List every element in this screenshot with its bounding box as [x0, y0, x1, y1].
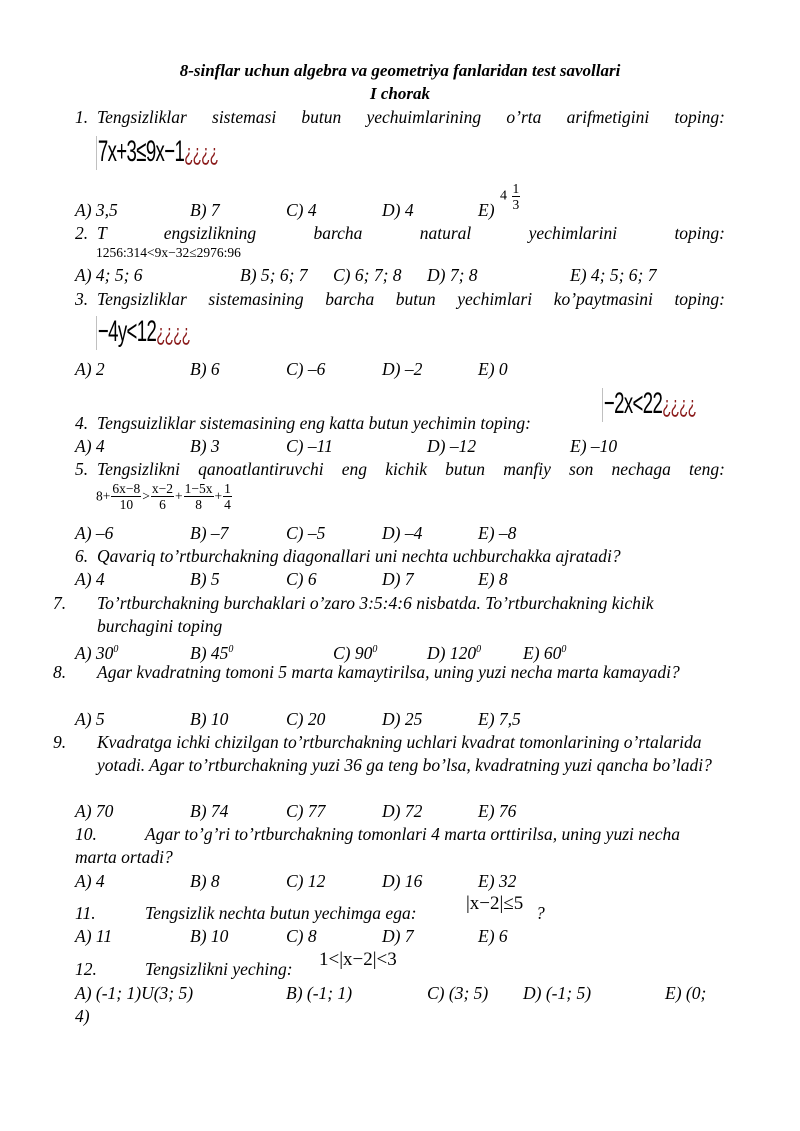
- option-e[interactable]: E) $60^0$: [523, 642, 567, 663]
- option-d[interactable]: D) 4: [382, 200, 414, 220]
- option-c[interactable]: C) 77: [286, 801, 326, 821]
- option-e[interactable]: E) 8: [478, 569, 508, 589]
- fraction-denominator: 6: [159, 497, 166, 512]
- page-title: 8-sinflar uchun algebra va geometriya fanlaridan test savollari: [179, 61, 621, 80]
- formula-image: [602, 388, 696, 422]
- answer-options: [75, 568, 725, 591]
- option-b[interactable]: B) 74: [190, 801, 229, 821]
- mixed-whole: 4: [500, 188, 507, 204]
- option-a[interactable]: A) 2: [75, 359, 105, 379]
- option-e[interactable]: E) 0: [478, 359, 508, 379]
- option-b[interactable]: B) $45^0$: [190, 642, 234, 663]
- formula-text: −4y<12: [97, 315, 157, 348]
- question-number: 2.: [75, 223, 89, 243]
- question-text: Agar to’g’ri to’rtburchakning tomonlari 4 marta orttirilsa, uning yuzi necha marta ortadi?: [75, 824, 681, 867]
- answer-options: [75, 435, 725, 458]
- option-d[interactable]: D) 72: [382, 801, 423, 821]
- question-2: [75, 222, 725, 245]
- question-text: Tengsizlikni qanoatlantiruvchi eng kichik butun manfiy son nechaga teng:: [97, 459, 725, 479]
- question-number: 1.: [75, 107, 89, 127]
- question-11: [75, 902, 725, 925]
- option-e[interactable]: E) 32: [478, 871, 517, 891]
- option-a[interactable]: A) –6: [75, 523, 114, 543]
- question-text: Tengsizliklar sistemasining barcha butun yechimlari ko’paytmasini toping:: [97, 289, 725, 309]
- option-e[interactable]: E) 6: [478, 926, 508, 946]
- fraction-numerator: 6x−8: [112, 481, 141, 496]
- formula-garbled-glyphs: ¿¿¿¿: [184, 140, 219, 167]
- formula-operator: >: [142, 488, 150, 504]
- question-text: To’rtburchakning burchaklari o’zaro 3:5:4:6 nisbatda. To’rtburchakning kichik burchagini toping: [97, 593, 654, 636]
- formula-lead: 8+: [96, 488, 111, 504]
- answer-option-wrap: [75, 1005, 725, 1028]
- option-b[interactable]: B) 7: [190, 200, 220, 220]
- question-number: 9.: [53, 732, 67, 752]
- option-a[interactable]: A) 4: [75, 436, 105, 456]
- question-number: 5.: [75, 459, 89, 479]
- question-text: Agar kvadratning tomoni 5 marta kamaytirilsa, uning yuzi necha marta kamayadi?: [97, 662, 680, 682]
- option-c[interactable]: C) 6: [286, 569, 317, 589]
- formula: 1<|x−2|<3: [319, 949, 397, 970]
- fraction-denominator: 4: [224, 497, 231, 512]
- option-e[interactable]: E) –8: [478, 523, 517, 543]
- fraction-denominator: 3: [512, 197, 520, 212]
- answer-options: [75, 870, 725, 893]
- question-number: 8.: [53, 662, 67, 682]
- fraction-denominator: 8: [195, 497, 202, 512]
- fraction-numerator: 1: [224, 481, 231, 496]
- option-e[interactable]: E) –10: [570, 436, 618, 456]
- answer-options: [75, 358, 725, 381]
- formula: |x−2|≤5: [466, 893, 524, 914]
- answer-options: [75, 199, 725, 222]
- option-a[interactable]: A) (-1; 1)U(3; 5): [75, 983, 194, 1003]
- question-number: 3.: [75, 289, 89, 309]
- option-c[interactable]: C) –5: [286, 523, 326, 543]
- question-text: Kvadratga ichki chizilgan to’rtburchakning uchlari kvadrat tomonlarining o’rtalarida yotadi. Agar to’rtburchakning yuzi 36 ga teng bo’lsa, kvadratning yuzi qancha bo’ladi?: [97, 732, 712, 775]
- fraction-denominator: 10: [119, 497, 134, 512]
- question-text: Tengsizlikni yeching:: [145, 959, 293, 979]
- option-b[interactable]: B) 5: [190, 569, 220, 589]
- option-a[interactable]: A) 3,5: [75, 200, 118, 220]
- option-c[interactable]: C) 20: [286, 709, 326, 729]
- option-d[interactable]: D) –4: [382, 523, 423, 543]
- question-text: Tengsizlik nechta butun yechimga ega:: [145, 903, 417, 923]
- option-a[interactable]: A) 5: [75, 709, 105, 729]
- question-number: 6.: [75, 546, 89, 566]
- formula-garbled-glyphs: ¿¿¿¿: [662, 392, 697, 419]
- formula-text: 7x+3≤9x−1: [97, 135, 185, 168]
- question-6: [75, 545, 725, 568]
- degree-mark: 0: [228, 644, 234, 655]
- option-c[interactable]: C) (3; 5): [427, 983, 489, 1003]
- formula: [96, 481, 233, 512]
- option-c[interactable]: C) 4: [286, 200, 317, 220]
- degree-mark: 0: [561, 644, 567, 655]
- question-10: [75, 823, 725, 869]
- option-d[interactable]: D) –2: [382, 359, 423, 379]
- option-c[interactable]: C) $90^0$: [333, 642, 378, 663]
- degree-mark: 0: [113, 644, 119, 655]
- answer-options: [75, 708, 725, 731]
- option-d[interactable]: D) –12: [427, 436, 477, 456]
- fraction-numerator: 1−5x: [184, 481, 213, 496]
- answer-options: [75, 638, 725, 661]
- question-number: 11.: [75, 903, 96, 923]
- option-e[interactable]: E) (0;: [665, 983, 707, 1003]
- option-d[interactable]: D) (-1; 5): [523, 983, 592, 1003]
- option-b[interactable]: B) 8: [190, 871, 220, 891]
- formula-image: [96, 136, 218, 170]
- option-b[interactable]: B) –7: [190, 523, 229, 543]
- answer-options: [75, 522, 725, 545]
- answer-options: [75, 800, 725, 823]
- option-a[interactable]: A) 70: [75, 801, 114, 821]
- fraction-numerator: x−2: [151, 481, 173, 496]
- answer-options: [75, 264, 725, 287]
- option-c[interactable]: C) 6; 7; 8: [333, 265, 402, 285]
- option-b[interactable]: B) 6: [190, 359, 220, 379]
- option-d[interactable]: D) $120^0$: [427, 642, 482, 663]
- option-a[interactable]: A) 4: [75, 871, 105, 891]
- question-text: Tengsuizliklar sistemasining eng katta butun yechimin toping:: [97, 413, 531, 433]
- option-c[interactable]: C) –6: [286, 359, 326, 379]
- formula-image: [96, 316, 190, 350]
- option-e[interactable]: E) 7,5: [478, 709, 521, 729]
- question-7: [53, 592, 725, 638]
- question-tail: ?: [536, 903, 545, 923]
- formula: 1256:314<9x−32≤2976:96: [96, 245, 241, 260]
- option-b[interactable]: B) 3: [190, 436, 220, 456]
- option-d[interactable]: D) 7: [382, 926, 414, 946]
- option-d[interactable]: D) 25: [382, 709, 423, 729]
- page-subtitle: I chorak: [370, 84, 430, 103]
- formula-text: −2x<22: [603, 387, 663, 420]
- question-12: [75, 958, 725, 981]
- option-e[interactable]: E): [478, 200, 495, 220]
- option-a[interactable]: A) 11: [75, 926, 113, 946]
- formula-operator: +: [214, 488, 223, 504]
- formula-garbled-glyphs: ¿¿¿¿: [156, 320, 191, 347]
- degree-mark: 0: [476, 644, 482, 655]
- question-number: 4.: [75, 413, 89, 433]
- option-d[interactable]: D) 7: [382, 569, 414, 589]
- answer-options: [75, 925, 725, 948]
- fraction-numerator: 1: [512, 181, 520, 196]
- question-3: [75, 288, 725, 311]
- option-e[interactable]: E) 4; 5; 6; 7: [570, 265, 657, 285]
- option-c[interactable]: C) –11: [286, 436, 333, 456]
- option-d[interactable]: D) 16: [382, 871, 423, 891]
- question-number: 10.: [75, 824, 97, 844]
- question-8: [53, 661, 725, 684]
- question-9: [53, 731, 725, 777]
- option-b[interactable]: B) 5; 6; 7: [240, 265, 308, 285]
- option-e-continuation: 4): [75, 1006, 90, 1026]
- question-number: 7.: [53, 593, 67, 613]
- option-b[interactable]: B) 10: [190, 709, 229, 729]
- question-5: [75, 458, 725, 481]
- degree-mark: 0: [372, 644, 378, 655]
- question-text: Qavariq to’rtburchakning diagonallari uni nechta uchburchakka ajratadi?: [97, 546, 621, 566]
- question-text: Tengsizliklar sistemasi butun yechuimlarining o’rta arifmetigini toping:: [97, 107, 725, 127]
- question-1: [75, 106, 725, 129]
- answer-options: [75, 982, 725, 1005]
- option-a[interactable]: A) $30^0$: [75, 642, 119, 663]
- question-number: 12.: [75, 959, 97, 979]
- option-c[interactable]: C) 12: [286, 871, 326, 891]
- option-b[interactable]: B) (-1; 1): [286, 983, 353, 1003]
- option-d[interactable]: D) 7; 8: [427, 265, 478, 285]
- option-c[interactable]: C) 8: [286, 926, 317, 946]
- option-a[interactable]: A) 4: [75, 569, 105, 589]
- formula-operator: +: [175, 488, 183, 504]
- option-e[interactable]: E) 76: [478, 801, 517, 821]
- mixed-number: [500, 181, 521, 212]
- option-a[interactable]: A) 4; 5; 6: [75, 265, 143, 285]
- option-b[interactable]: B) 10: [190, 926, 229, 946]
- question-text: T engsizlikning barcha natural yechimlarini toping:: [97, 223, 725, 243]
